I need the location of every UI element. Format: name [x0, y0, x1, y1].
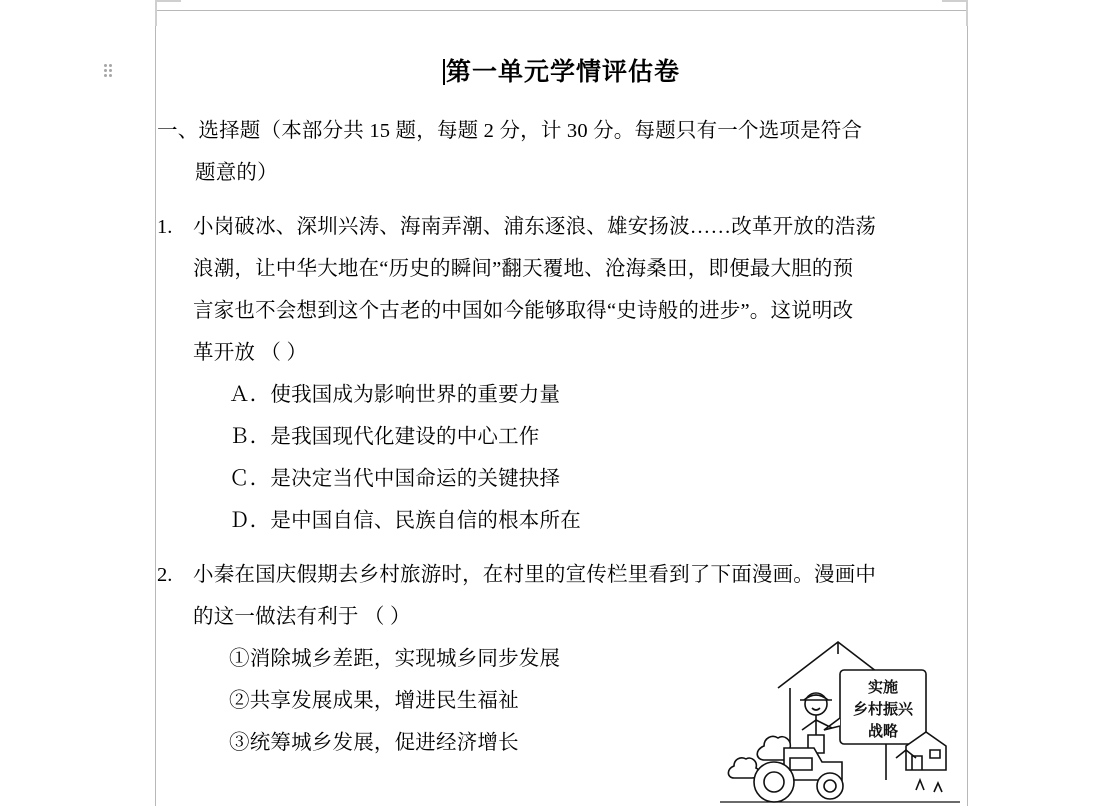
section-heading-line-1: 一、选择题（本部分共 15 题，每题 2 分，计 30 分。每题只有一个选项是符合: [157, 120, 863, 142]
svg-text:实施: 实施: [867, 679, 899, 696]
page-title: [155, 52, 968, 88]
question-1: [157, 206, 957, 542]
rural-revitalization-cartoon: [720, 630, 960, 806]
drag-handle-icon[interactable]: [104, 64, 113, 78]
question-1-stem-line-4: 革开放 （ ）: [193, 342, 308, 364]
section-heading-line-2: 题意的）: [195, 162, 278, 184]
question-1-option-d: Ｄ．是中国自信、民族自信的根本所在: [229, 510, 581, 532]
question-1-option-a: Ａ．使我国成为影响世界的重要力量: [229, 384, 561, 406]
question-2-option-2: ②共享发展成果，增进民生福祉: [229, 690, 519, 712]
question-1-option-b: Ｂ．是我国现代化建设的中心工作: [229, 426, 540, 448]
page-title-text: 第一单元学情评估卷: [445, 58, 680, 86]
svg-text:战略: 战略: [867, 723, 899, 740]
question-1-number: 1.: [157, 216, 173, 238]
document-page: [155, 0, 968, 806]
question-1-stem-line-2: 浪潮，让中华大地在“历史的瞬间”翻天覆地、沧海桑田，即便最大胆的预: [193, 258, 854, 280]
question-2-option-3: ③统筹城乡发展，促进经济增长: [229, 732, 519, 754]
svg-text:乡村振兴: 乡村振兴: [852, 701, 914, 718]
question-2-stem-line-1: 小秦在国庆假期去乡村旅游时，在村里的宣传栏里看到了下面漫画。漫画中: [193, 564, 877, 586]
question-2-option-1: ①消除城乡差距，实现城乡同步发展: [229, 648, 561, 670]
question-1-stem-line-1: 小岗破冰、深圳兴涛、海南弄潮、浦东逐浪、雄安扬波……改革开放的浩荡: [193, 216, 877, 238]
question-1-stem-line-3: 言家也不会想到这个古老的中国如今能够取得“史诗般的进步”。这说明改: [193, 300, 854, 322]
text-cursor: [443, 59, 445, 85]
question-2-number: 2.: [157, 564, 173, 586]
question-1-option-c: Ｃ．是决定当代中国命运的关键抉择: [229, 468, 561, 490]
question-2-stem-line-2: 的这一做法有利于 （ ）: [193, 606, 411, 628]
